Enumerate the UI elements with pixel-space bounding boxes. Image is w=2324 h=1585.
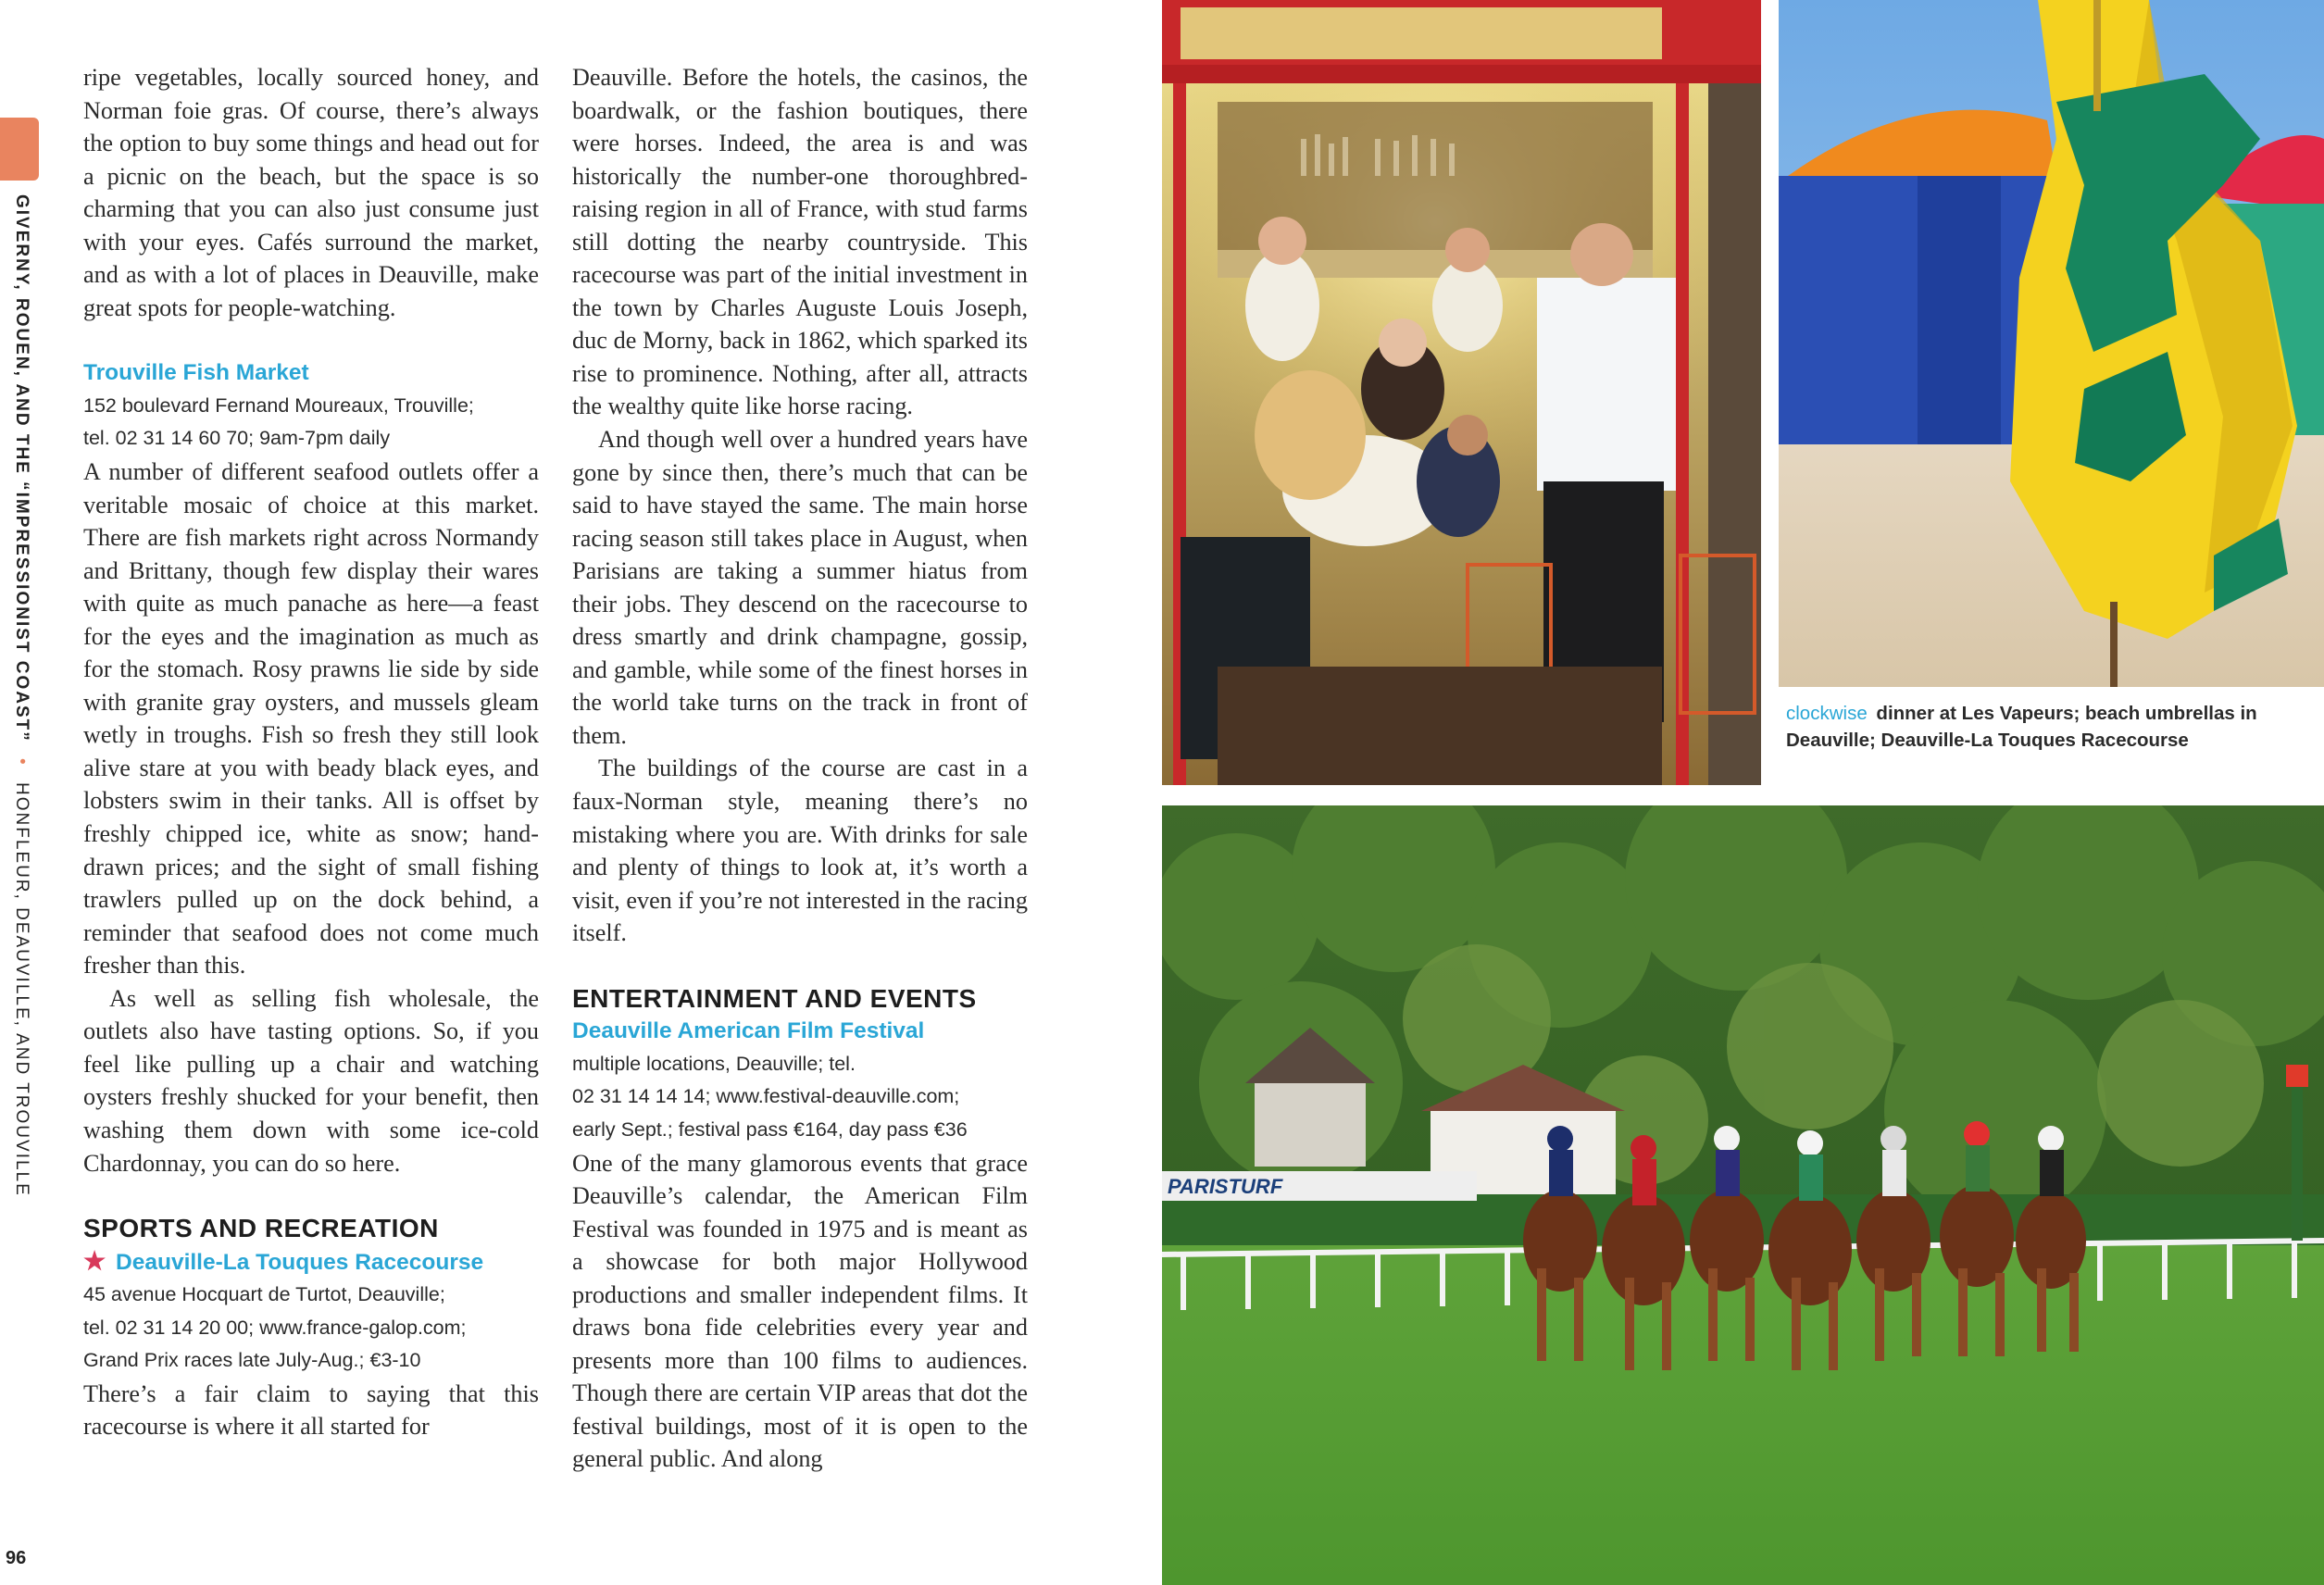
section-tab-marker bbox=[0, 118, 39, 181]
festival-info-line-2: 02 31 14 14 14; www.festival-deauville.com; bbox=[572, 1085, 960, 1108]
running-head-separator: • bbox=[12, 758, 31, 767]
racecourse-history-paragraph: Deauville. Before the hotels, the casinos, the boardwalk, or the fashion boutiques, there were horses. Indeed, the area is and was historically the number-one thoroughbred-raising region in all of France, with stud farms still dotting the nearby countryside. This racecourse was part of the initial investment in the town by Charles Auguste Louis Joseph, duc de Morny, back in 1862, which sparked its rise to prominence. Nothing, after all, attracts the wealthy quite like horse racing. bbox=[572, 64, 1028, 420]
page-number: 96 bbox=[6, 1548, 27, 1568]
right-page bbox=[1162, 0, 2324, 1585]
photo-racecourse bbox=[1162, 805, 2324, 1585]
racecourse-contact: tel. 02 31 14 20 00; www.france-galop.com; bbox=[83, 1316, 467, 1339]
photo-caption bbox=[1786, 700, 2268, 754]
running-head-section: HONFLEUR, DEAUVILLE, AND TROUVILLE bbox=[12, 782, 31, 1197]
market-continued-paragraph: ripe vegetables, locally sourced honey, and Norman foie gras. Of course, there’s always the option to buy some things and head out for a picnic on the beach, but the space is so charming that you can also just consume just with your eyes. Cafés surround the market, and as with a lot of places in Deauville, make great spots for people-watching. bbox=[83, 64, 539, 321]
venue-address: 152 boulevard Fernand Moureaux, Trouville; bbox=[83, 393, 474, 417]
film-festival-paragraph: One of the many glamorous events that grace Deauville’s calendar, the American Film Festival was founded in 1975 and is meant as a showcase for both major Hollywood productions and smaller independent films. It draws bona fide celebrities every year and presents more than 100 films to audiences. Though there are certain VIP areas that dot the festival buildings, most of it is open to the general public. And along bbox=[572, 1149, 1028, 1473]
section-heading-entertainment: ENTERTAINMENT AND EVENTS bbox=[572, 983, 977, 1013]
racecourse-paragraph: There’s a fair claim to saying that this racecourse is where it all started for bbox=[83, 1379, 539, 1441]
running-head-chapter: GIVERNY, ROUEN, AND THE “IMPRESSIONIST COAST” bbox=[12, 194, 31, 743]
text-column-1 bbox=[83, 61, 539, 1443]
photo-beach-umbrellas bbox=[1779, 0, 2324, 687]
fish-market-tasting-paragraph: As well as selling fish wholesale, the outlets also have tasting options. So, if you feel like pulling up a chair and watching oysters freshly shucked for your benefit, then washing them down with some ice-cold Chardonnay, you can do so here. bbox=[83, 984, 539, 1177]
venue-title-racecourse bbox=[83, 1245, 539, 1279]
festival-info-line-3: early Sept.; festival pass €164, day pass €36 bbox=[572, 1117, 968, 1141]
racecourse-buildings-paragraph: The buildings of the course are cast in a faux-Norman style, meaning there’s no mistaking where you are. With drinks for sale and plenty of things to look at, it’s worth a visit, even if you’re not interested in the racing itself. bbox=[572, 755, 1028, 947]
caption-lead: clockwise bbox=[1786, 703, 1868, 724]
racecourse-hours: Grand Prix races late July-Aug.; €3-10 bbox=[83, 1349, 421, 1372]
racing-season-paragraph: And though well over a hundred years have gone by since then, there’s much that can be said to have stayed the same. The main horse racing season still takes place in August, when Parisians are taking a summer hiatus from their jobs. They descend on the racecourse to dress smartly and drink champagne, gossip, and gamble, while some of the finest horses in the world take turns on the track in front of them. bbox=[572, 426, 1028, 749]
venue-contact: tel. 02 31 14 60 70; 9am-7pm daily bbox=[83, 427, 391, 450]
top-pick-star-icon: ★ bbox=[83, 1246, 106, 1275]
photo-dinner-at-les-vapeurs bbox=[1162, 0, 1761, 785]
racecourse-name: Deauville-La Touques Racecourse bbox=[116, 1249, 484, 1275]
race-banner-text: PARISTURF bbox=[1168, 1175, 1283, 1198]
venue-title-film-festival: Deauville American Film Festival bbox=[572, 1018, 925, 1044]
racecourse-address: 45 avenue Hocquart de Turtot, Deauville; bbox=[83, 1283, 445, 1306]
running-head bbox=[4, 194, 31, 1197]
caption-text: dinner at Les Vapeurs; beach umbrellas in Deauville; Deauville-La Touques Racecourse bbox=[1786, 703, 2257, 751]
text-column-2 bbox=[572, 61, 1028, 1476]
festival-info-line-1: multiple locations, Deauville; tel. bbox=[572, 1052, 856, 1075]
venue-title-trouville-fish-market: Trouville Fish Market bbox=[83, 360, 309, 386]
fish-market-paragraph: A number of different seafood outlets offer a veritable mosaic of choice at this market. There are fish markets right across Normandy and Brittany, though few display their wares with quite as much panache as here—a feast for the eyes and the imagination as much as for the stomach. Rosy prawns lie side by side with granite gray oysters, and mussels gleam wetly in troughs. Fish so fresh they still look alive stare at you with beady black eyes, and lobsters swim in their tanks. All is offset by freshly chipped ice, white as snow; hand-drawn prices; and the sight of small fishing trawlers pulled up on the dock behind, a reminder that seafood does not come much fresher than this. bbox=[83, 458, 539, 980]
section-heading-sports: SPORTS AND RECREATION bbox=[83, 1214, 439, 1243]
